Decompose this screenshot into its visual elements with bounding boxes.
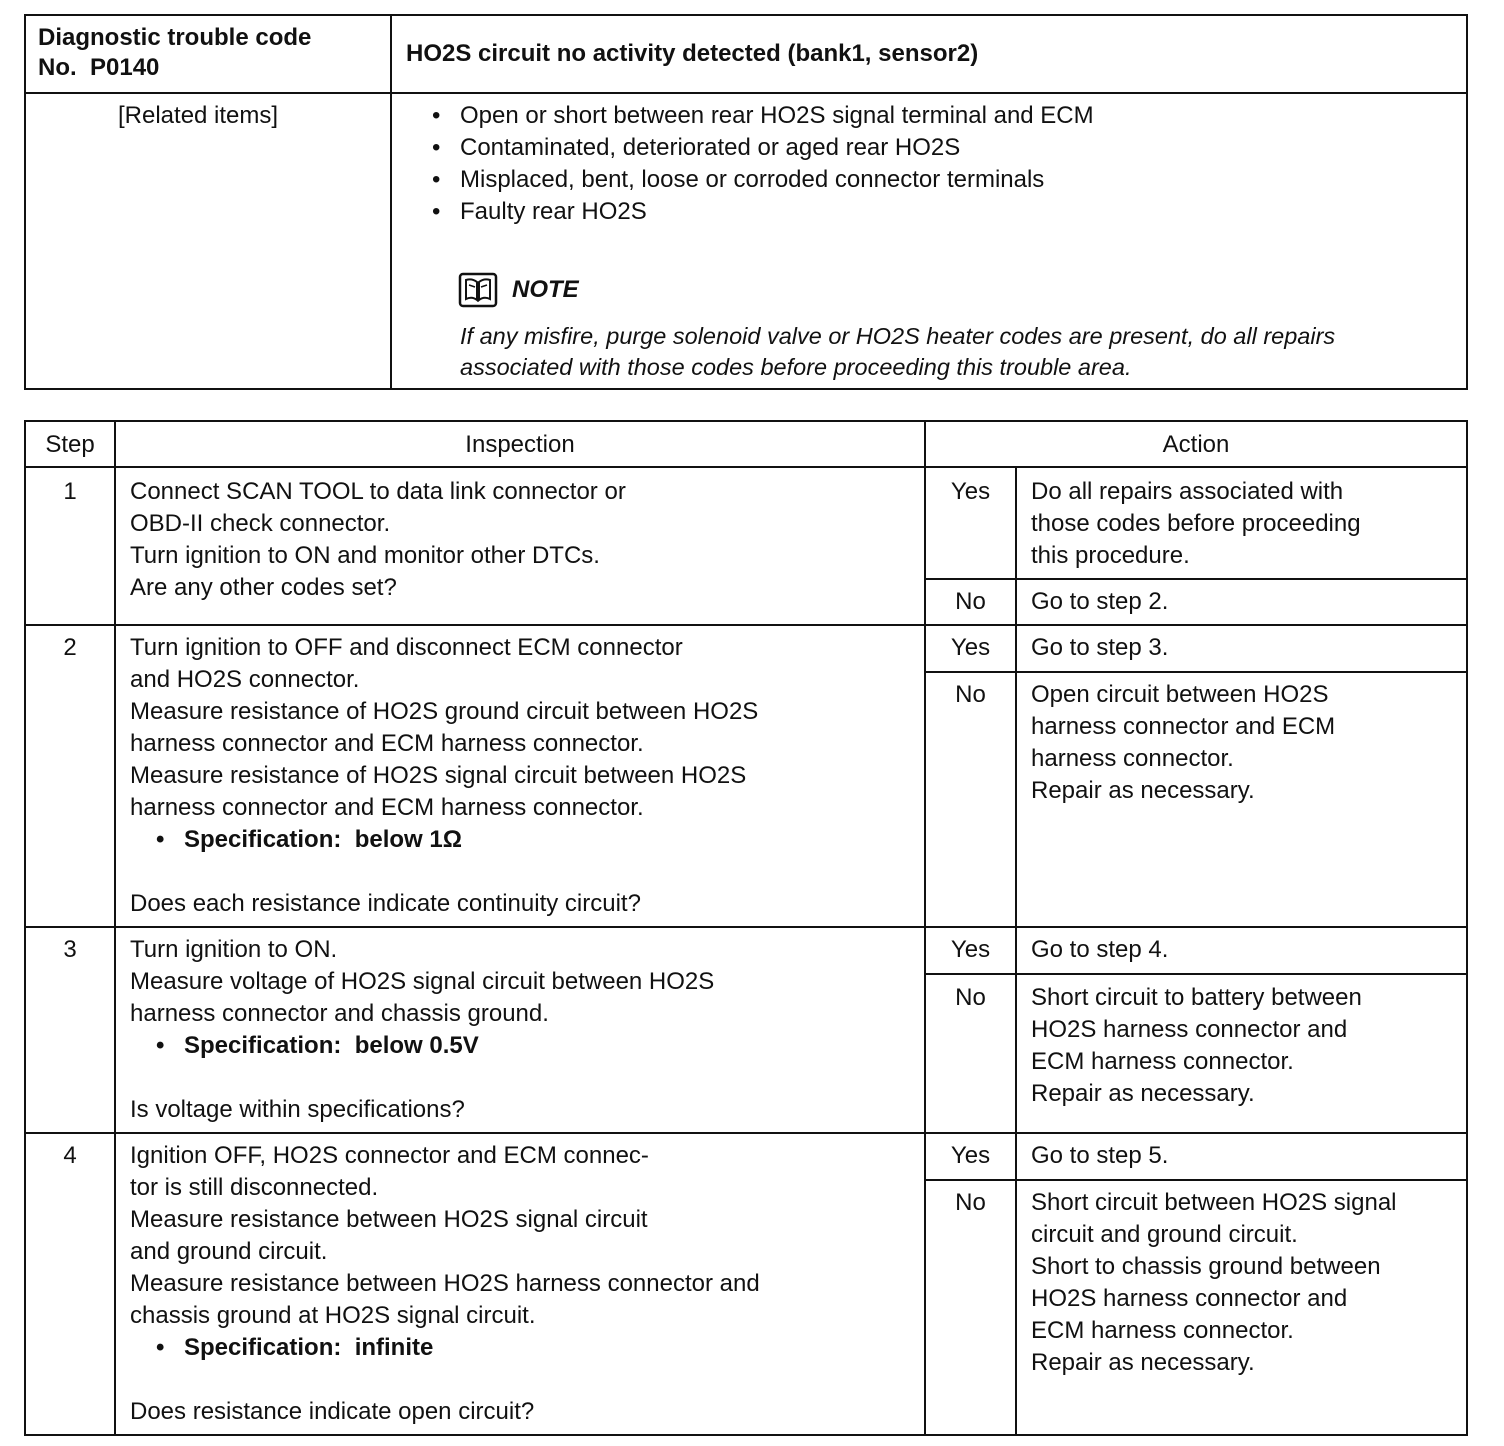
no-action-line: Short circuit to battery between xyxy=(1031,984,1362,1011)
inspection-line: Ignition OFF, HO2S connector and ECM connec- xyxy=(130,1142,649,1169)
no-action-line: Go to step 2. xyxy=(1031,588,1169,615)
yes-label: Yes xyxy=(950,634,991,661)
yes-no-divider xyxy=(924,671,1468,673)
yes-no-divider xyxy=(924,1179,1468,1181)
inspection-line: Measure resistance of HO2S ground circuit between HO2S xyxy=(130,698,759,725)
col-divider-yesno xyxy=(1015,468,1017,1436)
column-header-step: Step xyxy=(45,431,95,458)
no-label: No xyxy=(955,1189,986,1216)
inspection-question: Does each resistance indicate continuity circuit? xyxy=(130,890,641,917)
inspection-line: Are any other codes set? xyxy=(130,574,397,601)
yes-no-divider xyxy=(924,578,1468,580)
inspection-question: Does resistance indicate open circuit? xyxy=(130,1398,535,1425)
yes-action-line: Go to step 5. xyxy=(1031,1142,1169,1169)
yes-label: Yes xyxy=(950,1142,991,1169)
header-row-divider xyxy=(24,466,1468,468)
no-action-line: ECM harness connector. xyxy=(1031,1317,1294,1344)
yes-no-divider xyxy=(924,973,1468,975)
note-text-line1: If any misfire, purge solenoid valve or HO2S heater codes are present, do all repairs xyxy=(460,323,1336,349)
inspection-line: OBD-II check connector. xyxy=(130,510,391,537)
inspection-line: Turn ignition to ON and monitor other DTCs. xyxy=(130,542,600,569)
row-divider xyxy=(24,1132,1468,1134)
inspection-line: and ground circuit. xyxy=(130,1238,328,1265)
inspection-line: and HO2S connector. xyxy=(130,666,360,693)
book-icon xyxy=(458,272,498,308)
no-action-line: Repair as necessary. xyxy=(1031,777,1255,804)
related-item: • Misplaced, bent, loose or corroded connector terminals xyxy=(460,164,1044,196)
related-items-label: [Related items] xyxy=(118,102,279,129)
no-action-line: Short circuit between HO2S signal xyxy=(1031,1189,1397,1216)
header-divider-horizontal xyxy=(24,92,1468,94)
yes-action-line: this procedure. xyxy=(1031,542,1190,569)
note-label: NOTE xyxy=(512,276,579,303)
inspection-line: Measure resistance between HO2S harness connector and xyxy=(130,1270,760,1297)
col-divider-inspection xyxy=(924,420,926,1436)
no-action-line: HO2S harness connector and xyxy=(1031,1285,1348,1312)
dtc-title: HO2S circuit no activity detected (bank1, sensor2) xyxy=(406,40,979,67)
row-divider xyxy=(24,624,1468,626)
specification: • Specification: below 1Ω xyxy=(184,824,462,856)
step-number: 4 xyxy=(63,1142,77,1169)
column-header-action: Action xyxy=(1162,431,1230,458)
yes-action-line: Go to step 4. xyxy=(1031,936,1169,963)
inspection-line: harness connector and ECM harness connector. xyxy=(130,794,644,821)
no-label: No xyxy=(955,588,986,615)
yes-label: Yes xyxy=(950,936,991,963)
dtc-number: No. P0140 xyxy=(38,54,160,81)
inspection-line: tor is still disconnected. xyxy=(130,1174,379,1201)
dtc-label: Diagnostic trouble code xyxy=(38,24,312,51)
no-action-line: Short to chassis ground between xyxy=(1031,1253,1381,1280)
no-label: No xyxy=(955,984,986,1011)
inspection-question: Is voltage within specifications? xyxy=(130,1096,465,1123)
step-number: 2 xyxy=(63,634,77,661)
yes-label: Yes xyxy=(950,478,991,505)
step-number: 1 xyxy=(63,478,77,505)
no-action-line: Repair as necessary. xyxy=(1031,1080,1255,1107)
specification: • Specification: infinite xyxy=(184,1332,433,1364)
no-action-line: HO2S harness connector and xyxy=(1031,1016,1348,1043)
no-action-line: ECM harness connector. xyxy=(1031,1048,1294,1075)
inspection-line: chassis ground at HO2S signal circuit. xyxy=(130,1302,536,1329)
no-action-line: harness connector and ECM xyxy=(1031,713,1336,740)
inspection-line: Measure resistance of HO2S signal circuit between HO2S xyxy=(130,762,747,789)
inspection-line: Turn ignition to OFF and disconnect ECM connector xyxy=(130,634,683,661)
inspection-line: Connect SCAN TOOL to data link connector or xyxy=(130,478,626,505)
related-item: • Contaminated, deteriorated or aged rear HO2S xyxy=(460,132,960,164)
related-item: • Faulty rear HO2S xyxy=(460,196,647,228)
no-action-line: circuit and ground circuit. xyxy=(1031,1221,1298,1248)
yes-action-line: Do all repairs associated with xyxy=(1031,478,1344,505)
col-divider-step xyxy=(114,420,116,1436)
note-text-line2: associated with those codes before proceeding this trouble area. xyxy=(460,354,1132,380)
no-action-line: harness connector. xyxy=(1031,745,1234,772)
no-label: No xyxy=(955,681,986,708)
inspection-line: Turn ignition to ON. xyxy=(130,936,338,963)
inspection-line: Measure resistance between HO2S signal circuit xyxy=(130,1206,648,1233)
no-action-line: Repair as necessary. xyxy=(1031,1349,1255,1376)
no-action-line: Open circuit between HO2S xyxy=(1031,681,1329,708)
row-divider xyxy=(24,926,1468,928)
inspection-line: harness connector and chassis ground. xyxy=(130,1000,549,1027)
related-item: • Open or short between rear HO2S signal terminal and ECM xyxy=(460,100,1094,132)
header-divider-vertical xyxy=(390,14,392,390)
inspection-line: Measure voltage of HO2S signal circuit between HO2S xyxy=(130,968,715,995)
yes-action-line: those codes before proceeding xyxy=(1031,510,1361,537)
step-number: 3 xyxy=(63,936,77,963)
inspection-line: harness connector and ECM harness connector. xyxy=(130,730,644,757)
yes-action-line: Go to step 3. xyxy=(1031,634,1169,661)
column-header-inspection: Inspection xyxy=(465,431,575,458)
specification: • Specification: below 0.5V xyxy=(184,1030,479,1062)
